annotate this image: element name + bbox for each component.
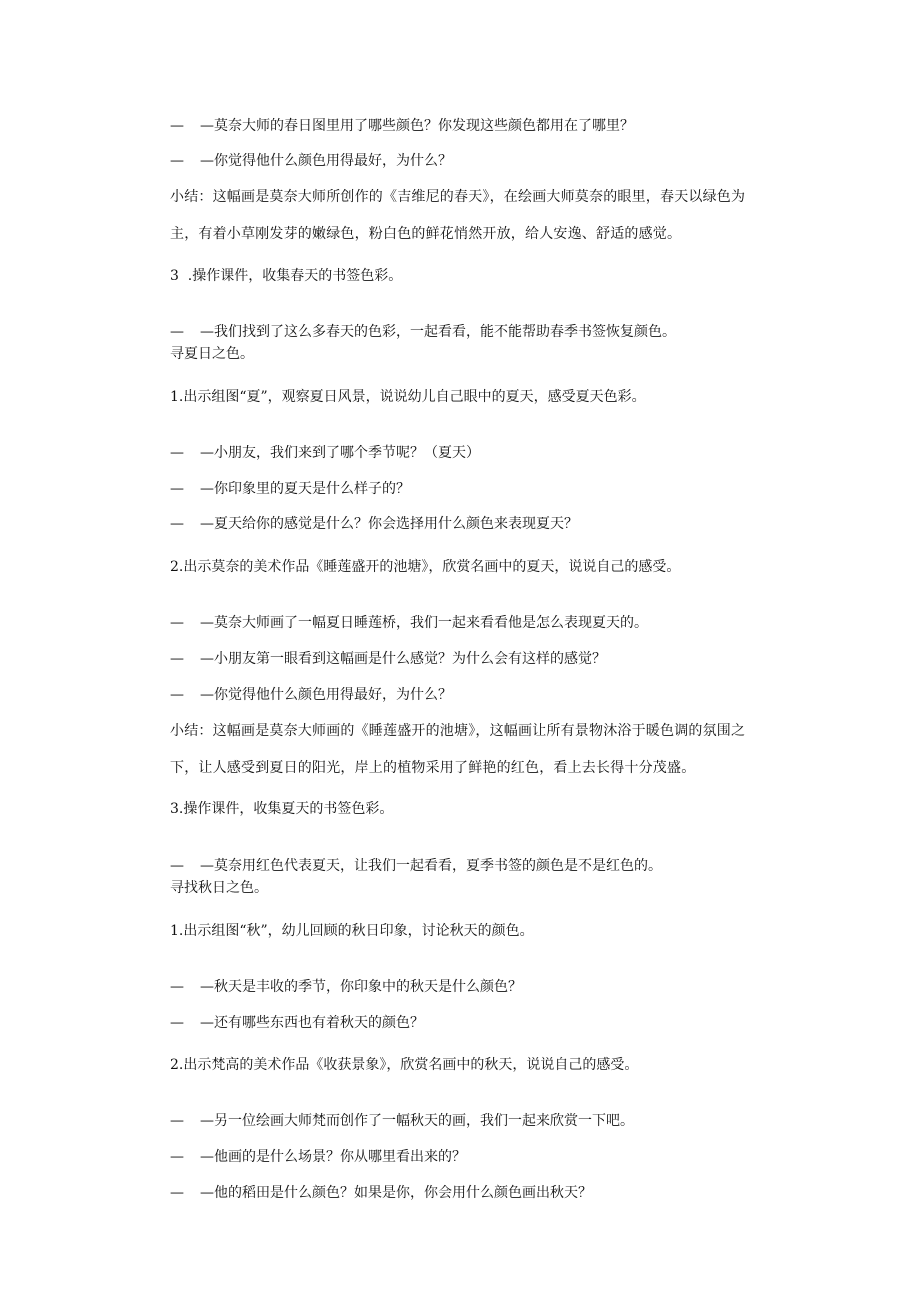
dash: — bbox=[170, 324, 184, 340]
section-heading: 寻找秋日之色。 bbox=[170, 880, 268, 896]
question-line bbox=[170, 116, 810, 136]
dash: — bbox=[170, 516, 184, 532]
question-text: —他画的是什么场景？你从哪里看出来的？ bbox=[200, 1149, 466, 1165]
dash: — bbox=[170, 153, 184, 169]
summary-line: 小结：这幅画是莫奈大师所创作的《吉维尼的春天》，在绘画大师莫奈的眼里，春天以绿色为 bbox=[170, 189, 746, 205]
question-line bbox=[170, 856, 810, 876]
question-line bbox=[170, 1111, 810, 1131]
summary-line: 主，有着小草刚发芽的嫩绿色，粉白色的鲜花悄然开放，给人安逸、舒适的感觉。 bbox=[170, 226, 682, 242]
dash: — bbox=[170, 481, 184, 497]
question-text: —莫奈大师画了一幅夏日睡莲桥，我们一起来看看他是怎么表现夏天的。 bbox=[200, 615, 648, 631]
dash: — bbox=[170, 615, 184, 631]
dash: — bbox=[170, 687, 184, 703]
question-text: —莫奈大师的春日图里用了哪些颜色？你发现这些颜色都用在了哪里？ bbox=[200, 118, 634, 134]
dash: — bbox=[170, 1185, 184, 1201]
question-line bbox=[170, 443, 810, 463]
question-text: —我们找到了这么多春天的色彩，一起看看，能不能帮助春季书签恢复颜色。 bbox=[200, 324, 676, 340]
dash: — bbox=[170, 858, 184, 874]
question-text: —夏天给你的感觉是什么？你会选择用什么颜色来表现夏天？ bbox=[200, 516, 578, 532]
dash: — bbox=[170, 1113, 184, 1129]
summary-line: 下，让人感受到夏日的阳光，岸上的植物采用了鲜艳的红色，看上去长得十分茂盛。 bbox=[170, 760, 696, 776]
question-line bbox=[170, 1013, 810, 1033]
question-text: —你印象里的夏天是什么样子的？ bbox=[200, 481, 410, 497]
question-line bbox=[170, 479, 810, 499]
section-heading: 寻夏日之色。 bbox=[170, 346, 254, 362]
step-heading: 3.操作课件，收集夏天的书签色彩。 bbox=[170, 801, 394, 817]
question-line bbox=[170, 322, 810, 342]
question-text: —你觉得他什么颜色用得最好，为什么？ bbox=[200, 687, 452, 703]
step-heading: 3 .操作课件，收集春天的书签色彩。 bbox=[170, 268, 403, 284]
question-line bbox=[170, 514, 810, 534]
question-line bbox=[170, 1147, 810, 1167]
question-text: —还有哪些东西也有着秋天的颜色？ bbox=[200, 1015, 424, 1031]
question-text: —他的稻田是什么颜色？如果是你，你会用什么颜色画出秋天？ bbox=[200, 1185, 592, 1201]
question-text: —小朋友，我们来到了哪个季节呢？（夏天） bbox=[200, 445, 480, 461]
question-line bbox=[170, 1183, 810, 1203]
question-line bbox=[170, 685, 810, 705]
question-text: —你觉得他什么颜色用得最好，为什么？ bbox=[200, 153, 452, 169]
dash: — bbox=[170, 1015, 184, 1031]
question-text: —另一位绘画大师梵而创作了一幅秋天的画，我们一起来欣赏一下吧。 bbox=[200, 1113, 634, 1129]
step-heading: 1.出示组图“秋”，幼儿回顾的秋日印象，讨论秋天的颜色。 bbox=[170, 923, 534, 939]
dash: — bbox=[170, 651, 184, 667]
step-heading: 2.出示莫奈的美术作品《睡莲盛开的池塘》，欣赏名画中的夏天，说说自己的感受。 bbox=[170, 559, 681, 575]
question-text: —小朋友第一眼看到这幅画是什么感觉？为什么会有这样的感觉？ bbox=[200, 651, 606, 667]
step-heading: 2.出示梵高的美术作品《收获景象》，欣赏名画中的秋天，说说自己的感受。 bbox=[170, 1057, 639, 1073]
dash: — bbox=[170, 979, 184, 995]
summary-line: 小结：这幅画是莫奈大师画的《睡莲盛开的池塘》，这幅画让所有景物沐浴于暖色调的氛围之 bbox=[170, 723, 746, 739]
dash: — bbox=[170, 445, 184, 461]
question-text: —秋天是丰收的季节，你印象中的秋天是什么颜色？ bbox=[200, 979, 522, 995]
question-line bbox=[170, 151, 810, 171]
question-line bbox=[170, 977, 810, 997]
dash: — bbox=[170, 1149, 184, 1165]
question-line bbox=[170, 613, 810, 633]
step-heading: 1.出示组图“夏”，观察夏日风景，说说幼儿自己眼中的夏天，感受夏天色彩。 bbox=[170, 389, 646, 405]
question-line bbox=[170, 649, 810, 669]
question-text: —莫奈用红色代表夏天，让我们一起看看，夏季书签的颜色是不是红色的。 bbox=[200, 858, 662, 874]
dash: — bbox=[170, 118, 184, 134]
